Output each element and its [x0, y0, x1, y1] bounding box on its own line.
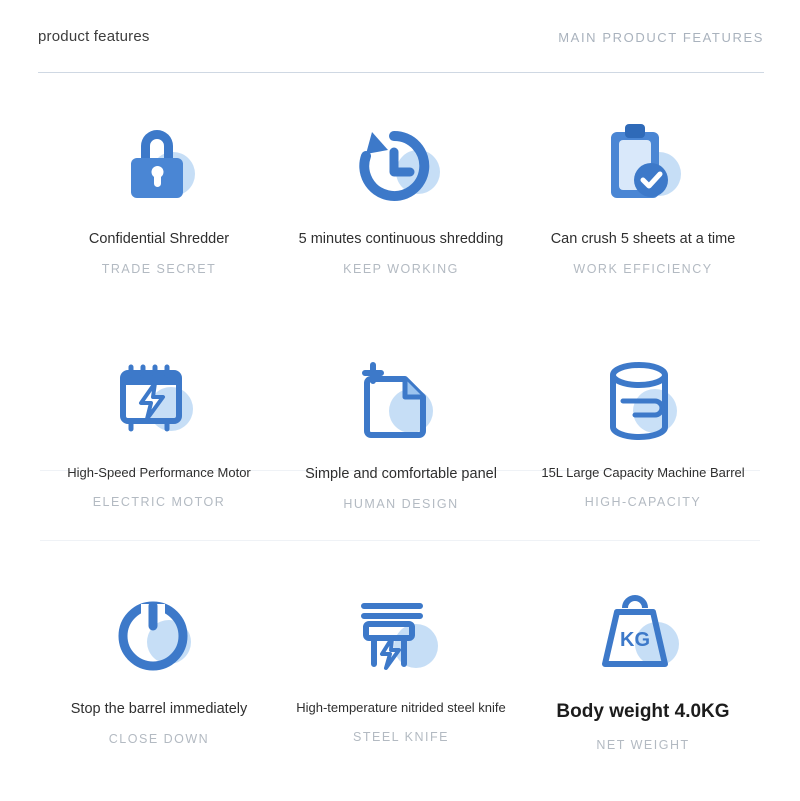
barrel-icon: [593, 349, 693, 453]
feature-item: [280, 331, 522, 566]
feature-subtitle: TRADE SECRET: [101, 262, 217, 277]
feature-subtitle: NET WEIGHT: [596, 737, 690, 752]
page-subtitle: MAIN PRODUCT FEATURES: [558, 30, 764, 45]
feature-subtitle: ELECTRIC MOTOR: [92, 495, 226, 510]
feature-item: [280, 96, 522, 331]
feature-item: [522, 331, 764, 566]
feature-item: [522, 96, 764, 331]
feature-title: Can crush 5 sheets at a time: [550, 231, 736, 247]
feature-title: Confidential Shredder: [88, 231, 230, 247]
steel-knife-bolt-icon: [346, 584, 456, 688]
feature-title: 15L Large Capacity Machine Barrel: [541, 465, 745, 480]
feature-item: [38, 566, 280, 801]
feature-subtitle: HUMAN DESIGN: [343, 497, 459, 512]
page-title: product features: [38, 28, 150, 45]
feature-item: [38, 331, 280, 566]
motor-bolt-icon: [107, 349, 211, 453]
clipboard-check-icon: [593, 114, 693, 218]
feature-subtitle: WORK EFFICIENCY: [573, 262, 713, 277]
feature-item: [38, 96, 280, 331]
feature-subtitle: STEEL KNIFE: [353, 730, 449, 745]
panel-plus-icon: [349, 349, 453, 453]
weight-icon-label: KG: [620, 629, 650, 651]
feature-subtitle: CLOSE DOWN: [108, 732, 210, 747]
feature-item: [522, 566, 764, 801]
power-button-icon: [111, 584, 207, 688]
feature-title: Body weight 4.0KG: [556, 701, 730, 722]
feature-title: 5 minutes continuous shredding: [298, 231, 504, 247]
page-header: [38, 28, 764, 73]
feature-item: [280, 566, 522, 801]
feature-title: High-temperature nitrided steel knife: [296, 700, 506, 715]
feature-title: Stop the barrel immediately: [70, 701, 248, 717]
features-grid: [38, 96, 764, 801]
feature-subtitle: KEEP WORKING: [343, 262, 459, 277]
weight-kg-icon: [591, 584, 695, 688]
clock-arrow-icon: [346, 114, 456, 218]
feature-subtitle: HIGH-CAPACITY: [584, 495, 702, 510]
lock-icon: [111, 114, 207, 218]
feature-title: Simple and comfortable panel: [305, 466, 497, 482]
feature-title: High-Speed Performance Motor: [67, 465, 251, 480]
